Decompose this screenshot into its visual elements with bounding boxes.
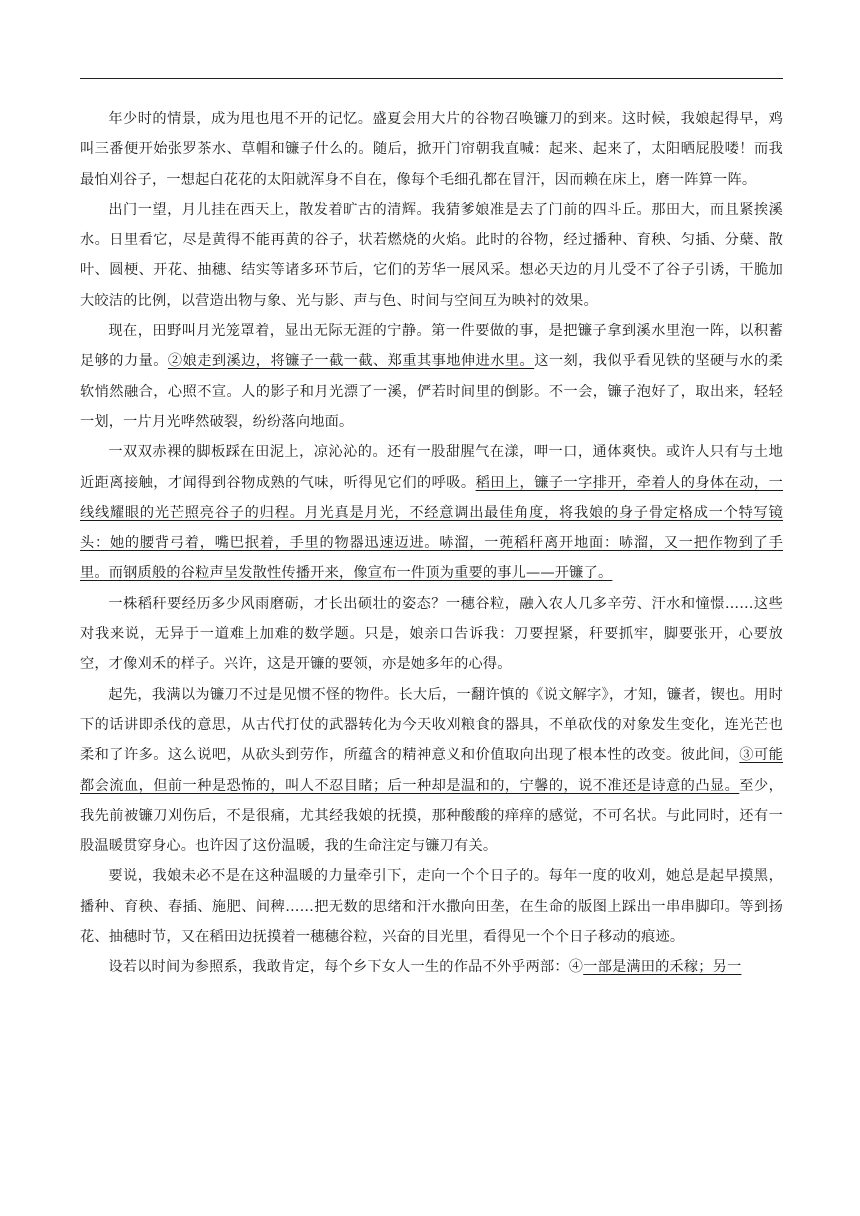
paragraph bbox=[80, 589, 783, 680]
paragraph bbox=[80, 437, 783, 588]
paragraph bbox=[80, 952, 783, 982]
paragraph bbox=[80, 861, 783, 952]
text-segment: 一株稻秆要经历多少风雨磨砺，才长出硕壮的姿态？一穗谷粒，融入农人几多辛劳、汗水和憧憬……这些对我来说，无异于一道难上加难的数学题。只是，娘亲口告诉我：刀要捏紧，秆要抓牢，脚要张开，心要放空，才像刈禾的样子。兴许，这是开镰的要领，亦是她多年的心得。 bbox=[80, 595, 783, 673]
underlined-sentence-4: 一部是满田的禾稼；另一 bbox=[583, 959, 742, 976]
text-segment: 现在，田野叫月光笼罩着，显出无际无涯的宁静。第一件要做的事，是把镰子拿到溪水里泡一阵，以积蓄足够的力量。 bbox=[80, 323, 783, 370]
text-segment: 年少时的情景，成为甩也甩不开的记忆。盛夏会用大片的谷物召唤镰刀的到来。这时候，我娘起得早，鸡叫三番便开始张罗茶水、草帽和镰子什么的。随后，掀开门帘朝我直喊：起来、起来了，太阳晒屁股喽！而我最怕刈谷子，一想起白花花的太阳就浑身不自在，像每个毛细孔都在冒汗，因而赖在床上，磨一阵算一阵。 bbox=[80, 111, 783, 188]
paragraph bbox=[80, 104, 783, 195]
underlined-passage: 稻田上，镰子一字排开，牵着人的身体在动，一线线耀眼的光芒照亮谷子的归程。月光真是月光，不经意调出最佳角度，将我娘的身子骨定格成一个特写镜头：她的腰背弓着，嘴巴抿着，手里的物器迅速迈进。哧溜，一蔸稻秆离开地面：哧溜，又一把作物到了手里。而钢质般的谷粒声呈发散性传播开来，像宣布一件顶为重要的事儿——开镰了。 bbox=[80, 474, 784, 582]
text-segment: 要说，我娘未必不是在这种温暖的力量牵引下，走向一个个日子的。每年一度的收刈，她总是起早摸黑，播种、育秧、春插、施肥、间稗……把无数的思绪和汗水撒向田垄，在生命的版图上踩出一串串脚印。等到扬花、抽穗时节，又在稻田边抚摸着一穗穗谷粒，兴奋的目光里，看得见一个个日子移动的痕迹。 bbox=[80, 868, 783, 946]
text-segment: 至少，我先前被镰刀刈伤后，不是很痛，尤其经我娘的抚摸，那种酸酸的痒痒的感觉，不可名状。与此同时，还有一股温暖贯穿身心。也许因了这份温暖，我的生命注定与镰刀有关。 bbox=[80, 777, 783, 855]
paragraph bbox=[80, 195, 783, 316]
text-segment: 这一刻，我似乎看见铁的坚硬与水的柔软悄然融合，心照不宣。人的影子和月光漂了一溪，俨若时间里的倒影。不一会，镰子泡好了，取出来，轻轻一划，一片月光哗然破裂，纷纷落向地面。 bbox=[80, 353, 783, 430]
article-body bbox=[80, 104, 783, 983]
text-segment: 起先，我满以为镰刀不过是见惯不怪的物件。长大后，一翻许慎的《说文解字》，才知，镰者，锲也。用时下的话讲即杀伐的意思，从古代打仗的武器转化为今天收刈粮食的器具，不单砍伐的对象发生变化，连光芒也柔和了许多。这么说吧，从砍头到劳作，所蕴含的精神意义和价值取向出现了根本性的改变。彼此间， bbox=[80, 686, 783, 764]
text-segment: 一双双赤裸的脚板踩在田泥上，凉沁沁的。还有一股甜腥气在漾，呷一口，通体爽快。或许人只有与土地近距离接触，才闻得到谷物成熟的气味，听得见它们的呼吸。 bbox=[80, 444, 783, 491]
paragraph bbox=[80, 680, 783, 862]
text-segment: 设若以时间为参照系，我敢肯定，每个乡下女人一生的作品不外乎两部：④ bbox=[108, 959, 584, 976]
text-segment: 出门一望，月儿挂在西天上，散发着旷古的清辉。我猜爹娘准是去了门前的四斗丘。那田大，而且紧挨溪水。日里看它，尽是黄得不能再黄的谷子，状若燃烧的火焰。此时的谷物，经过播种、育秧、匀插、分蘖、散叶、圆梗、开花、抽穗、结实等诸多环节后，它们的芳华一展风采。想必天边的月儿受不了谷子引诱，干脆加大皎洁的比例，以营造出物与象、光与影、声与色、时间与空间互为映衬的效果。 bbox=[80, 201, 783, 309]
top-rule bbox=[80, 78, 783, 79]
underlined-sentence-3: ③可能都会流血，但前一种是恐怖的，叫人不忍目睹；后一种却是温和的，宁馨的，说不准还是诗意的凸显。 bbox=[80, 747, 783, 794]
paragraph bbox=[80, 316, 783, 437]
underlined-sentence-2: ②娘走到溪边，将镰子一截一截、郑重其事地伸进水里。 bbox=[167, 353, 535, 370]
